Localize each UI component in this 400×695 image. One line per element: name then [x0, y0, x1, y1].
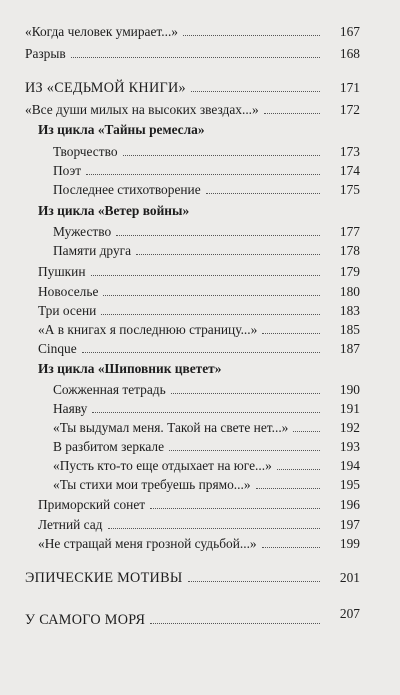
- toc-entry: [0, 260, 400, 280]
- page-number: 172: [339, 102, 360, 117]
- toc-entry: [0, 220, 400, 240]
- dot-leader: [169, 449, 320, 451]
- page-number: 179: [339, 264, 360, 279]
- dot-leader: [101, 313, 320, 315]
- dot-leader: [71, 56, 320, 58]
- cycle-title: Из цикла «Ветер войны»: [38, 203, 190, 218]
- toc-entry: [0, 337, 400, 357]
- page-number: 207: [339, 606, 360, 621]
- toc-entry: [0, 140, 400, 160]
- dot-leader: [123, 154, 320, 156]
- dot-leader: [91, 274, 320, 276]
- toc-entry: [0, 454, 400, 474]
- dot-leader: [171, 392, 320, 394]
- entry-title: Приморский сонет: [38, 497, 146, 512]
- page-number: 177: [339, 224, 360, 239]
- entry-title: «А в книгах я последнюю страницу...»: [38, 322, 258, 337]
- dot-leader: [103, 294, 320, 296]
- page-number: 193: [339, 439, 360, 454]
- toc-entry: [0, 378, 400, 398]
- page-number: 167: [339, 24, 360, 39]
- toc-entry: [0, 513, 400, 533]
- page-number: 175: [339, 182, 360, 197]
- toc-section-entry: [0, 76, 400, 96]
- page-number: 168: [339, 46, 360, 61]
- toc-entry: [0, 98, 400, 118]
- toc-cycle-heading: [0, 199, 400, 219]
- dot-leader: [264, 112, 320, 114]
- page-number: 183: [339, 303, 360, 318]
- entry-title: Сожженная тетрадь: [53, 382, 166, 397]
- entry-title: «Ты выдумал меня. Такой на свете нет...»: [53, 420, 289, 435]
- page-number: 201: [339, 570, 360, 585]
- page-number: 190: [339, 382, 360, 397]
- toc-entry: [0, 318, 400, 338]
- toc-entry: [0, 159, 400, 179]
- entry-title: Мужество: [53, 224, 112, 239]
- toc-cycle-heading: [0, 118, 400, 138]
- entry-title: Последнее стихотворение: [53, 182, 201, 197]
- toc-entry: [0, 299, 400, 319]
- entry-title: «Все души милых на высоких звездах...»: [25, 102, 259, 117]
- toc-cycle-heading: [0, 357, 400, 377]
- toc-entry: [0, 473, 400, 493]
- dot-leader: [293, 430, 320, 432]
- toc-section-entry: [0, 608, 400, 628]
- entry-title: «Когда человек умирает...»: [25, 24, 179, 39]
- page-number: 196: [339, 497, 360, 512]
- dot-leader: [183, 34, 320, 36]
- dot-leader: [108, 527, 321, 529]
- entry-title: Памяти друга: [53, 243, 132, 258]
- entry-title: «Не стращай меня грозной судьбой...»: [38, 536, 257, 551]
- cycle-title: Из цикла «Шиповник цветет»: [38, 361, 222, 376]
- entry-title: Пушкин: [38, 264, 86, 279]
- entry-title: Творчество: [53, 144, 118, 159]
- entry-title: «Ты стихи мои требуешь прямо...»: [53, 477, 251, 492]
- dot-leader: [262, 546, 320, 548]
- dot-leader: [116, 234, 320, 236]
- page-number: 178: [339, 243, 360, 258]
- dot-leader: [206, 192, 320, 194]
- entry-title: Cinque: [38, 341, 77, 356]
- page-number: 171: [339, 80, 360, 95]
- toc-entry: [0, 416, 400, 436]
- page-number: 195: [339, 477, 360, 492]
- dot-leader: [256, 487, 320, 489]
- toc-entry: [0, 280, 400, 300]
- dot-leader: [277, 468, 320, 470]
- dot-leader: [86, 173, 320, 175]
- toc-entry: [0, 20, 400, 40]
- dot-leader: [150, 507, 320, 509]
- dot-leader: [188, 580, 320, 582]
- section-title: ЭПИЧЕСКИЕ МОТИВЫ: [25, 570, 183, 586]
- page-number: 180: [339, 284, 360, 299]
- entry-title: Наяву: [53, 401, 88, 416]
- page-number: 199: [339, 536, 360, 551]
- entry-title: Поэт: [53, 163, 82, 178]
- page-number: 191: [339, 401, 360, 416]
- entry-title: Три осени: [38, 303, 97, 318]
- toc-entry: [0, 178, 400, 198]
- section-title: ИЗ «СЕДЬМОЙ КНИГИ»: [25, 80, 186, 96]
- entry-title: «Пусть кто-то еще отдыхает на юге...»: [53, 458, 272, 473]
- toc-entry: [0, 493, 400, 513]
- page-number: 174: [339, 163, 360, 178]
- toc-entry: [0, 435, 400, 455]
- entry-title: В разбитом зеркале: [53, 439, 165, 454]
- entry-title: Разрыв: [25, 46, 66, 61]
- dot-leader: [136, 253, 320, 255]
- dot-leader: [150, 622, 320, 624]
- entry-title: Летний сад: [38, 517, 103, 532]
- toc-entry: [0, 42, 400, 62]
- entry-title: Новоселье: [38, 284, 99, 299]
- dot-leader: [262, 332, 320, 334]
- dot-leader: [92, 411, 320, 413]
- toc-entry: [0, 239, 400, 259]
- page-number: 185: [339, 322, 360, 337]
- page-number: 192: [339, 420, 360, 435]
- page-number: 187: [339, 341, 360, 356]
- toc-entry: [0, 532, 400, 552]
- page-number: 197: [339, 517, 360, 532]
- dot-leader: [191, 90, 320, 92]
- toc-entry: [0, 397, 400, 417]
- toc-section-entry: [0, 566, 400, 586]
- section-title: У САМОГО МОРЯ: [25, 612, 146, 628]
- page-number: 173: [339, 144, 360, 159]
- cycle-title: Из цикла «Тайны ремесла»: [38, 122, 205, 137]
- dot-leader: [82, 351, 320, 353]
- page-number: 194: [339, 458, 360, 473]
